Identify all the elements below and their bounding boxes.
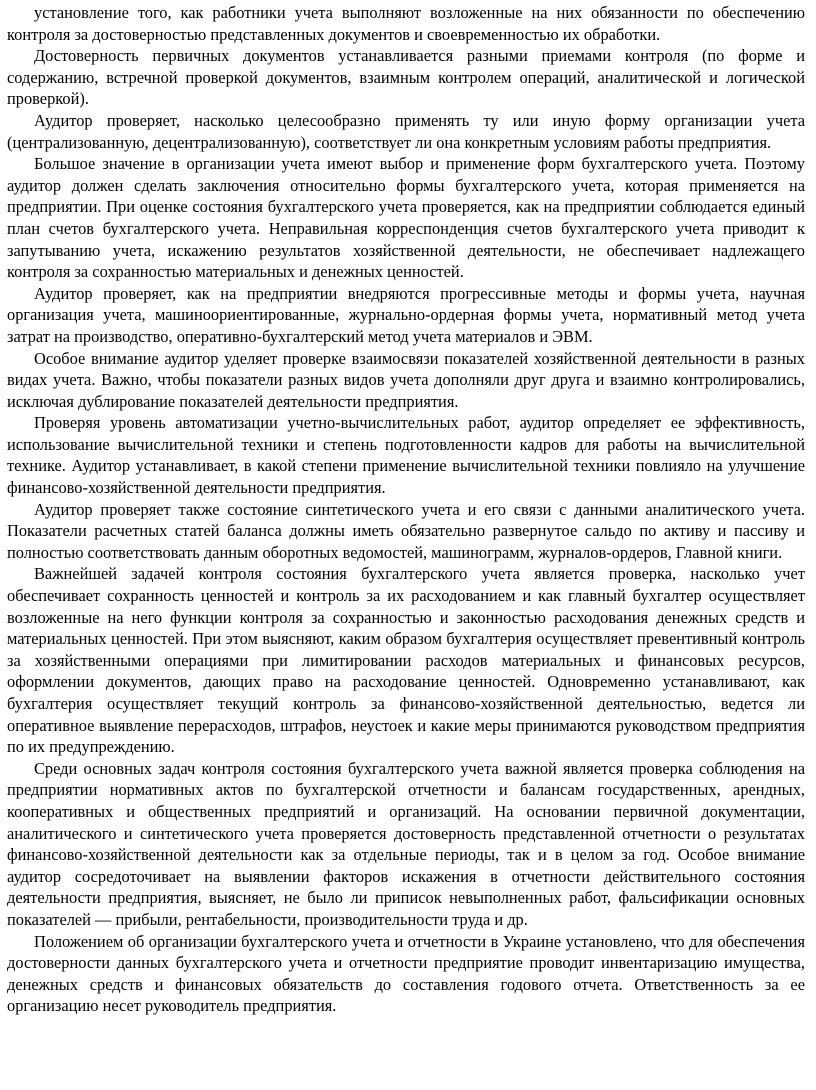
paragraph-control-tasks: Важнейшей задачей контроля состояния бухгалтерского учета является проверка, насколько учет обеспечивает сохранность ценностей и контроль за их расходованием и как главный бухгалтер осуществляет возложенные на него функции контроля за сохранностью и законностью расходования денежных средств и материальных ценностей. При этом выясняют, каким образом бухгалтерия осуществляет превентивный контроль за хозяйственными операциями при лимитировании расходов материальных и финансовых ресурсов, оформлении документов, дающих право на расходование ценностей. Одновременно устанавливают, как бухгалтерия осуществляет текущий контроль за финансово-хозяйственной деятельностью, ведется ли оперативное выявление перерасходов, штрафов, неустоек и какие меры принимаются руководством предприятия по их предупреждению.: [7, 564, 805, 757]
paragraph-reporting-compliance: Среди основных задач контроля состояния бухгалтерского учета важной является проверка соблюдения на предприятии нормативных актов по бухгалтерской отчетности и балансам государственных, арендных, кооперативных и общественных предприятий и организаций. На основании первичной документации, аналитического и синтетического учета проверяется достоверность представленной отчетности о результатах финансово-хозяйственной деятельности как за отдельные периоды, так и в целом за год. Особое внимание аудитор сосредоточивает на выявлении факторов искажения в отчетности действительного состояния деятельности предприятия, выясняет, не было ли приписок невыполненных работ, фальсификации основных показателей — прибыли, рентабельности, производительности труда и др.: [7, 758, 805, 929]
paragraph-continuation: установление того, как работники учета выполняют возложенные на них обязанности по обеспечению контроля за достоверностью представленных документов и своевременностью их обработки.: [7, 3, 805, 44]
paragraph-organization-form: Аудитор проверяет, насколько целесообразно применять ту или иную форму организации учета (централизованную, децентрализованную), соответствует ли она конкретным условиям работы предприятия.: [7, 110, 805, 152]
paragraph-synthetic-accounting: Аудитор проверяет также состояние синтетического учета и его связи с данными аналитического учета. Показатели расчетных статей баланса должны иметь обязательно развернутое сальдо по активу и пассиву и полностью соответствовать данным оборотных ведомостей, машинограмм, журналов-ордеров, Главной книги.: [7, 499, 805, 562]
paragraph-automation: Проверяя уровень автоматизации учетно-вычислительных работ, аудитор определяет ее эффективность, использование вычислительной техники и степень подготовленности кадров для работы на вычислительной технике. Аудитор устанавливает, в какой степени применение вычислительной техники повлияло на улучшение финансово-хозяйственной деятельности предприятия.: [7, 413, 805, 498]
paragraph-primary-documents: Достоверность первичных документов устанавливается разными приемами контроля (по форме и содержанию, встречной проверкой документов, взаимным контролем операций, аналитической и логической проверкой).: [7, 46, 805, 109]
paragraph-progressive-methods: Аудитор проверяет, как на предприятии внедряются прогрессивные методы и формы учета, научная организация учета, машиноориентированные, журнально-ордерная формы учета, нормативный метод учета затрат на производство, оперативно-бухгалтерский метод учета материалов и ЭВМ.: [7, 283, 805, 346]
paragraph-accounting-forms: Большое значение в организации учета имеют выбор и применение форм бухгалтерского учета. Поэтому аудитор должен сделать заключения относительно формы бухгалтерского учета, которая применяется на предприятии. При оценке состояния бухгалтерского учета проверяется, как на предприятии соблюдается единый план счетов бухгалтерского учета. Неправильная корреспонденция счетов бухгалтерского учета приводит к запутыванию учета, искажению результатов хозяйственной деятельности, не обеспечивает надлежащего контроля за сохранностью материальных и денежных ценностей.: [7, 154, 805, 282]
paragraph-inventory-regulation: Положением об организации бухгалтерского учета и отчетности в Украине установлено, что для обеспечения достоверности данных бухгалтерского учета и отчетности предприятие проводит инвентаризацию имущества, денежных средств и финансовых обязательств до составления годового отчета. Ответственность за ее организацию несет руководитель предприятия.: [7, 931, 805, 1016]
paragraph-indicator-relations: Особое внимание аудитор уделяет проверке взаимосвязи показателей хозяйственной деятельности в разных видах учета. Важно, чтобы показатели разных видов учета дополняли друг друга и взаимно контролировались, исключая дублирование показателей деятельности предприятия.: [7, 348, 805, 411]
